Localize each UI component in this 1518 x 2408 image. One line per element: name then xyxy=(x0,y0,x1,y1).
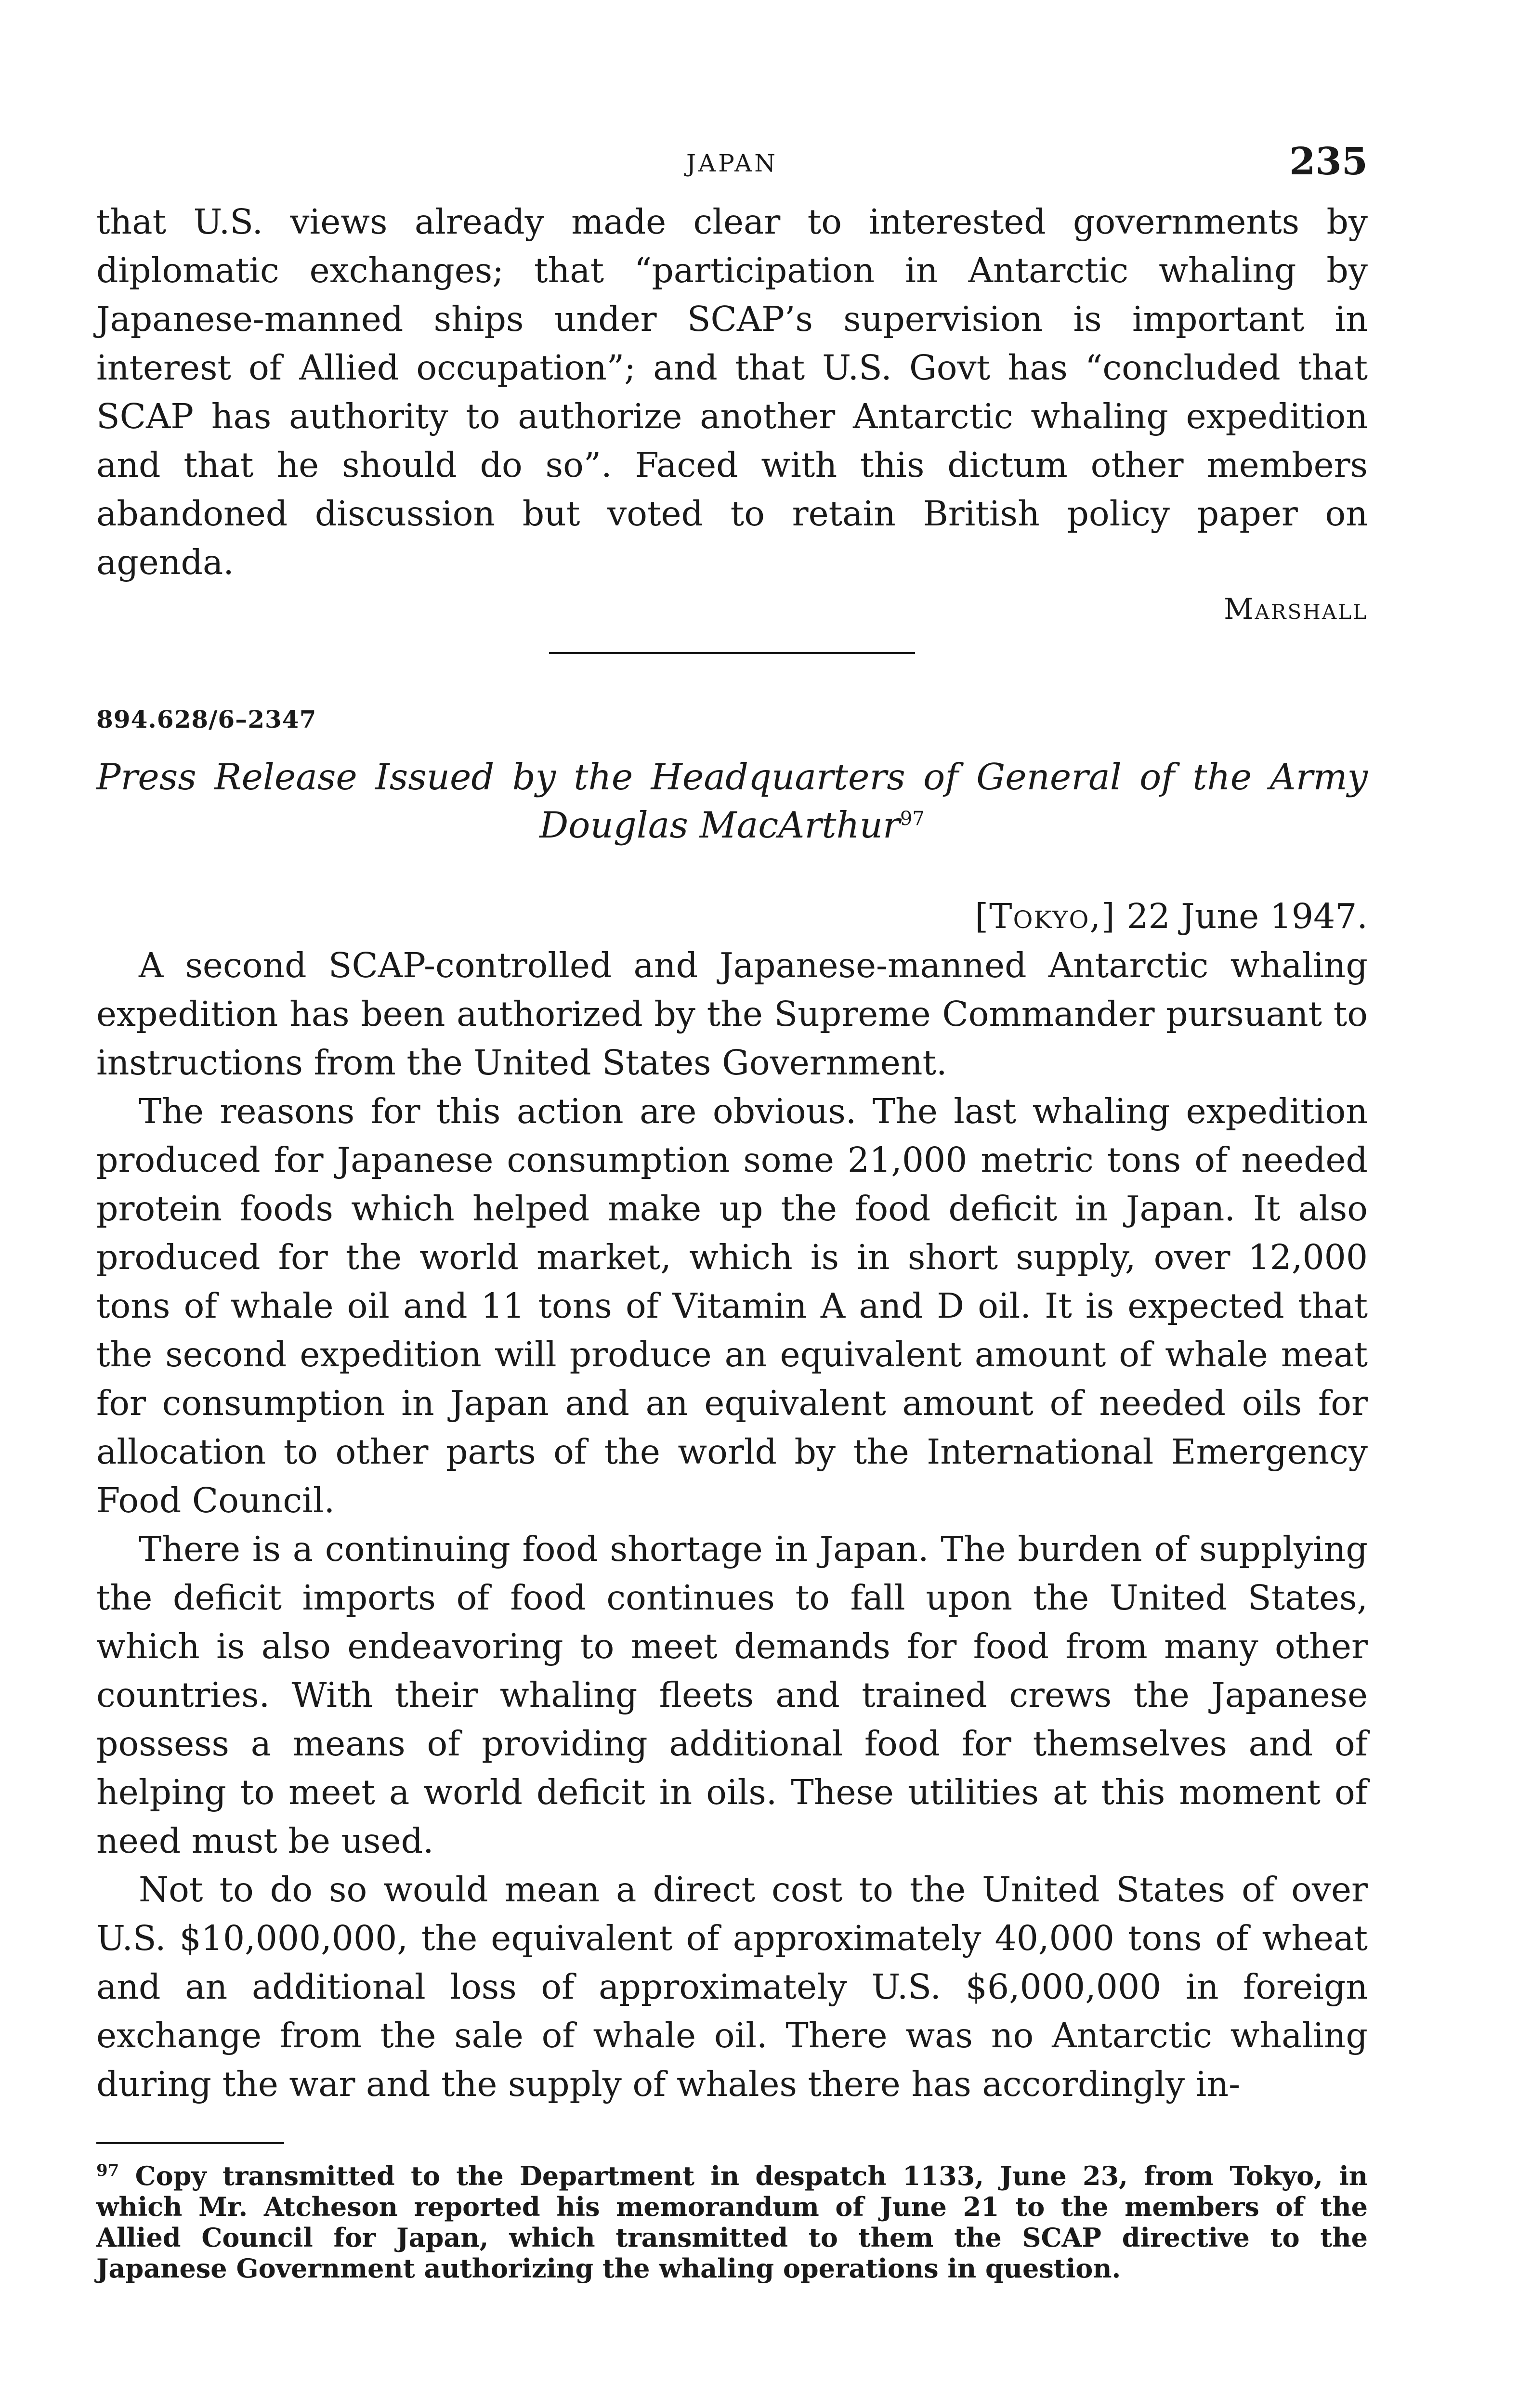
document-title-line-1: Press Release Issued by the Headquarters of General of the Army xyxy=(96,756,1368,798)
footnote xyxy=(96,2160,1368,2284)
continuation-paragraph: that U.S. views already made clear to interested governments by diplomatic exchanges; that “participation in Antarctic whaling by Japanese-manned ships under SCAP’s supervision is important in interest of Allied occupation”; and that U.S. Govt has “concluded that SCAP has authority to authorize another Antarctic whaling expedition and that he should do so”. Faced with this dictum other members abandoned discussion but voted to retain British policy paper on agenda. xyxy=(96,202,1368,582)
body-paragraph-2: The reasons for this action are obvious. The last whaling expedition produced for Japanese consumption some 21,000 metric tons of needed protein foods which helped make up the food deficit in Japan. It also produced for the world market, which is in short supply, over 12,000 tons of whale oil and 11 tons of Vitamin A and D oil. It is expected that the second expedition will produce an equivalent amount of whale meat for consumption in Japan and an equivalent amount of needed oils for allocation to other parts of the world by the International Emergency Food Council. xyxy=(96,1091,1368,1520)
dateline xyxy=(96,896,1368,936)
file-number: 894.628/6–2347 xyxy=(96,705,317,733)
footnote-reference[interactable]: 97 xyxy=(900,808,925,830)
footnote-text: Copy transmitted to the Department in despatch 1133, June 23, from Tokyo, in which Mr. Atcheson reported his memorandum of June 21 to the members of the Allied Council for Japan, which transmitted to them the SCAP directive to the Japanese Government authorizing the whaling operations in question. xyxy=(96,2160,1368,2284)
running-header xyxy=(96,140,1368,197)
dateline-date: 22 June 1947. xyxy=(1126,896,1368,936)
signature: Marshall xyxy=(1224,592,1368,626)
document-title-name: Douglas MacArthur xyxy=(539,804,900,846)
document-title xyxy=(96,753,1368,849)
body-paragraph-1: A second SCAP-controlled and Japanese-manned Antarctic whaling expedition has been authorized by the Supreme Commander pursuant to instructions from the United States Government. xyxy=(96,945,1368,1083)
document-page xyxy=(96,140,1368,2310)
dateline-place: [Tokyo,] xyxy=(975,896,1116,936)
body-paragraph-4: Not to do so would mean a direct cost to the United States of over U.S. $10,000,000, the equivalent of approximately 40,000 tons of wheat and an additional loss of approximately U.S. $6,000,000 in foreign exchange from the sale of whale oil. There was no Antarctic whaling during the war and the supply of whales there has accordingly in- xyxy=(96,1870,1368,2104)
document-title-line-2 xyxy=(96,801,1368,849)
footnote-divider xyxy=(96,2142,284,2144)
running-title: JAPAN xyxy=(686,149,778,177)
page-number: 235 xyxy=(1289,140,1368,183)
body-paragraph-3: There is a continuing food shortage in Japan. The burden of supplying the deficit imports of food continues to fall upon the United States, which is also endeavoring to meet demands for food from many other countries. With their whaling fleets and trained crews the Japanese possess a means of providing additional food for themselves and of helping to meet a world deficit in oils. These utilities at this moment of need must be used. xyxy=(96,1529,1368,1861)
footnote-marker: 97 xyxy=(96,2161,119,2180)
section-divider xyxy=(549,652,915,654)
